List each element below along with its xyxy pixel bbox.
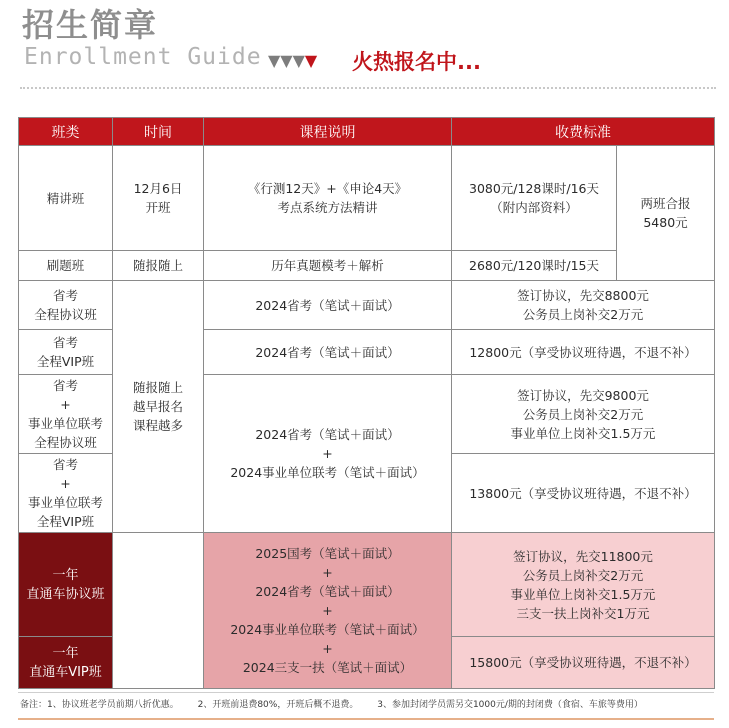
header-course: 课程说明	[204, 118, 452, 146]
course-cell: 2025国考（笔试＋面试） + 2024省考（笔试＋面试） + 2024事业单位联考（笔试＋面试） + 2024三支一扶（笔试＋面试）	[204, 533, 452, 689]
table-row	[19, 281, 715, 330]
fee-cell: 签订协议，先交8800元 公务员上岗补交2万元	[452, 281, 715, 330]
page-title: 招生简章	[22, 6, 159, 44]
footer-divider	[18, 692, 714, 693]
arrow-gray-icon: ▼▼▼	[268, 51, 305, 70]
class-cell: 省考 + 事业单位联考 全程协议班	[19, 375, 113, 454]
class-cell: 精讲班	[19, 146, 113, 251]
course-cell: 《行测12天》+《申论4天》 考点系统方法精讲	[204, 146, 452, 251]
course-cell: 2024省考（笔试＋面试）	[204, 281, 452, 330]
fee-cell: 2680元/120课时/15天	[452, 251, 617, 281]
page-subtitle: Enrollment Guide	[24, 44, 262, 70]
dotted-divider	[20, 87, 716, 89]
class-cell: 省考 全程VIP班	[19, 330, 113, 375]
fee-cell: 13800元（享受协议班待遇，不退不补）	[452, 454, 715, 533]
note-1: 备注：1、协议班老学员前期八折优惠。	[20, 700, 179, 710]
fee-cell: 签订协议，先交9800元 公务员上岗补交2万元 事业单位上岗补交1.5万元	[452, 375, 715, 454]
class-cell: 省考 + 事业单位联考 全程VIP班	[19, 454, 113, 533]
arrow-red-icon: ▼	[304, 51, 318, 70]
fee-cell: 3080元/128课时/16天 （附内部资料）	[452, 146, 617, 251]
bottom-accent-bar	[18, 718, 714, 720]
header-class: 班类	[19, 118, 113, 146]
time-cell-merged: 随报随上 越早报名 课程越多	[113, 281, 204, 533]
class-cell: 一年 直通车协议班	[19, 533, 113, 637]
fee-cell: 15800元（享受协议班待遇，不退不补）	[452, 637, 715, 689]
table-row	[19, 533, 715, 637]
time-cell: 12月6日 开班	[113, 146, 204, 251]
course-cell: 2024省考（笔试＋面试）	[204, 330, 452, 375]
time-cell-empty	[113, 533, 204, 689]
enrollment-table	[18, 117, 715, 689]
class-cell: 刷题班	[19, 251, 113, 281]
class-cell: 省考 全程协议班	[19, 281, 113, 330]
arrow-decoration	[268, 51, 317, 70]
footnote	[20, 697, 720, 710]
note-2: 2、开班前退费80%，开班后概不退费。	[197, 700, 359, 710]
table-row	[19, 251, 715, 281]
class-cell: 一年 直通车VIP班	[19, 637, 113, 689]
hot-enrollment-banner: 火热报名中...	[352, 50, 481, 74]
table-header-row	[19, 118, 715, 146]
time-cell: 随报随上	[113, 251, 204, 281]
combo-price-cell: 两班合报 5480元	[617, 146, 715, 281]
course-cell: 历年真题模考＋解析	[204, 251, 452, 281]
fee-cell: 签订协议，先交11800元 公务员上岗补交2万元 事业单位上岗补交1.5万元 三支一扶上岗补交1万元	[452, 533, 715, 637]
fee-cell: 12800元（享受协议班待遇，不退不补）	[452, 330, 715, 375]
note-3: 3、参加封闭学员需另交1000元/期的封闭费（食宿、车旅等费用）	[377, 700, 643, 710]
header-fee: 收费标准	[452, 118, 715, 146]
table-row	[19, 146, 715, 251]
header-time: 时间	[113, 118, 204, 146]
course-cell: 2024省考（笔试＋面试） + 2024事业单位联考（笔试＋面试）	[204, 375, 452, 533]
